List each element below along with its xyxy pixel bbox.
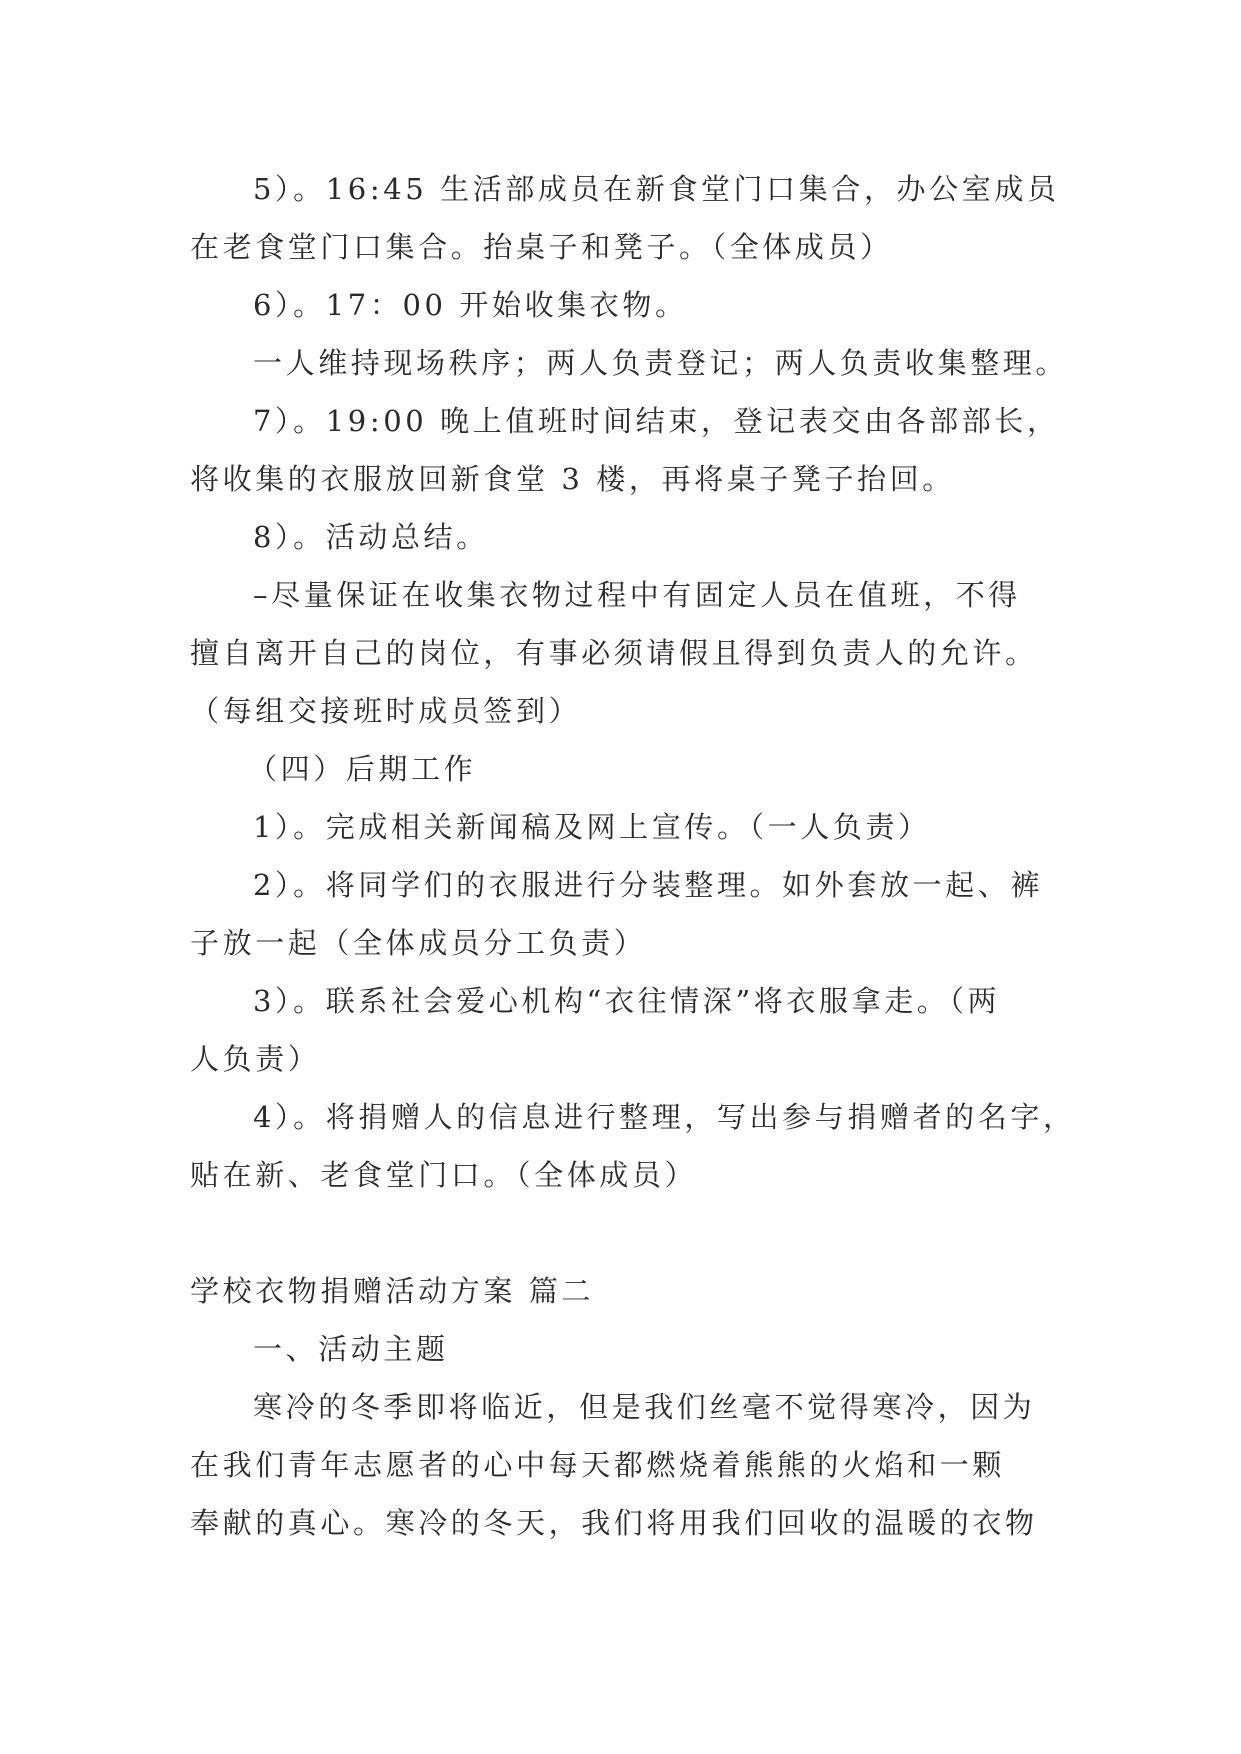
text-line: 寒冷的冬季即将临近，但是我们丝毫不觉得寒冷，因为 xyxy=(253,1390,1036,1424)
section-heading: （四）后期工作 xyxy=(248,752,477,786)
text-line: 8）。活动总结。 xyxy=(253,520,489,554)
text-line: 3）。联系社会爱心机构“衣往情深”将衣服拿走。（两 xyxy=(253,984,1001,1018)
text-line: 贴在新、老食堂门口。（全体成员） xyxy=(190,1158,698,1192)
text-line: 5）。16:45 生活部成员在新食堂门口集合，办公室成员 xyxy=(253,172,1060,206)
text-line: 子放一起（全体成员分工负责） xyxy=(190,926,647,960)
text-line: 在老食堂门口集合。抬桌子和凳子。（全体成员） xyxy=(190,230,893,264)
text-line: 2）。将同学们的衣服进行分装整理。如外套放一起、裤 xyxy=(253,868,1043,902)
text-line: 将收集的衣服放回新食堂 3 楼，再将桌子凳子抬回。 xyxy=(190,462,955,496)
text-line: 一人维持现场秩序；两人负责登记；两人负责收集整理。 xyxy=(253,346,1069,380)
text-line: 人负责） xyxy=(190,1042,321,1076)
text-line: 在我们青年志愿者的心中每天都燃烧着熊熊的火焰和一颗 xyxy=(190,1448,1006,1482)
document-title: 学校衣物捐赠活动方案 篇二 xyxy=(190,1274,595,1308)
document-page xyxy=(190,160,1076,1552)
text-line: –尽量保证在收集衣物过程中有固定人员在值班，不得 xyxy=(253,578,1021,612)
text-line: （每组交接班时成员签到） xyxy=(190,694,582,728)
section-heading: 一、活动主题 xyxy=(253,1332,449,1366)
text-line: 1）。完成相关新闻稿及网上宣传。（一人负责） xyxy=(253,810,931,844)
text-line: 7）。19:00 晚上值班时间结束，登记表交由各部部长， xyxy=(253,404,1060,438)
text-line: 6）。17：00 开始收集衣物。 xyxy=(253,288,688,322)
blank-line xyxy=(190,1204,1060,1262)
text-line: 擅自离开自己的岗位，有事必须请假且得到负责人的允许。 xyxy=(190,636,1038,670)
text-line: 4）。将捐赠人的信息进行整理，写出参与捐赠者的名字， xyxy=(253,1100,1076,1134)
text-line: 奉献的真心。寒冷的冬天，我们将用我们回收的温暖的衣物 xyxy=(190,1506,1038,1540)
